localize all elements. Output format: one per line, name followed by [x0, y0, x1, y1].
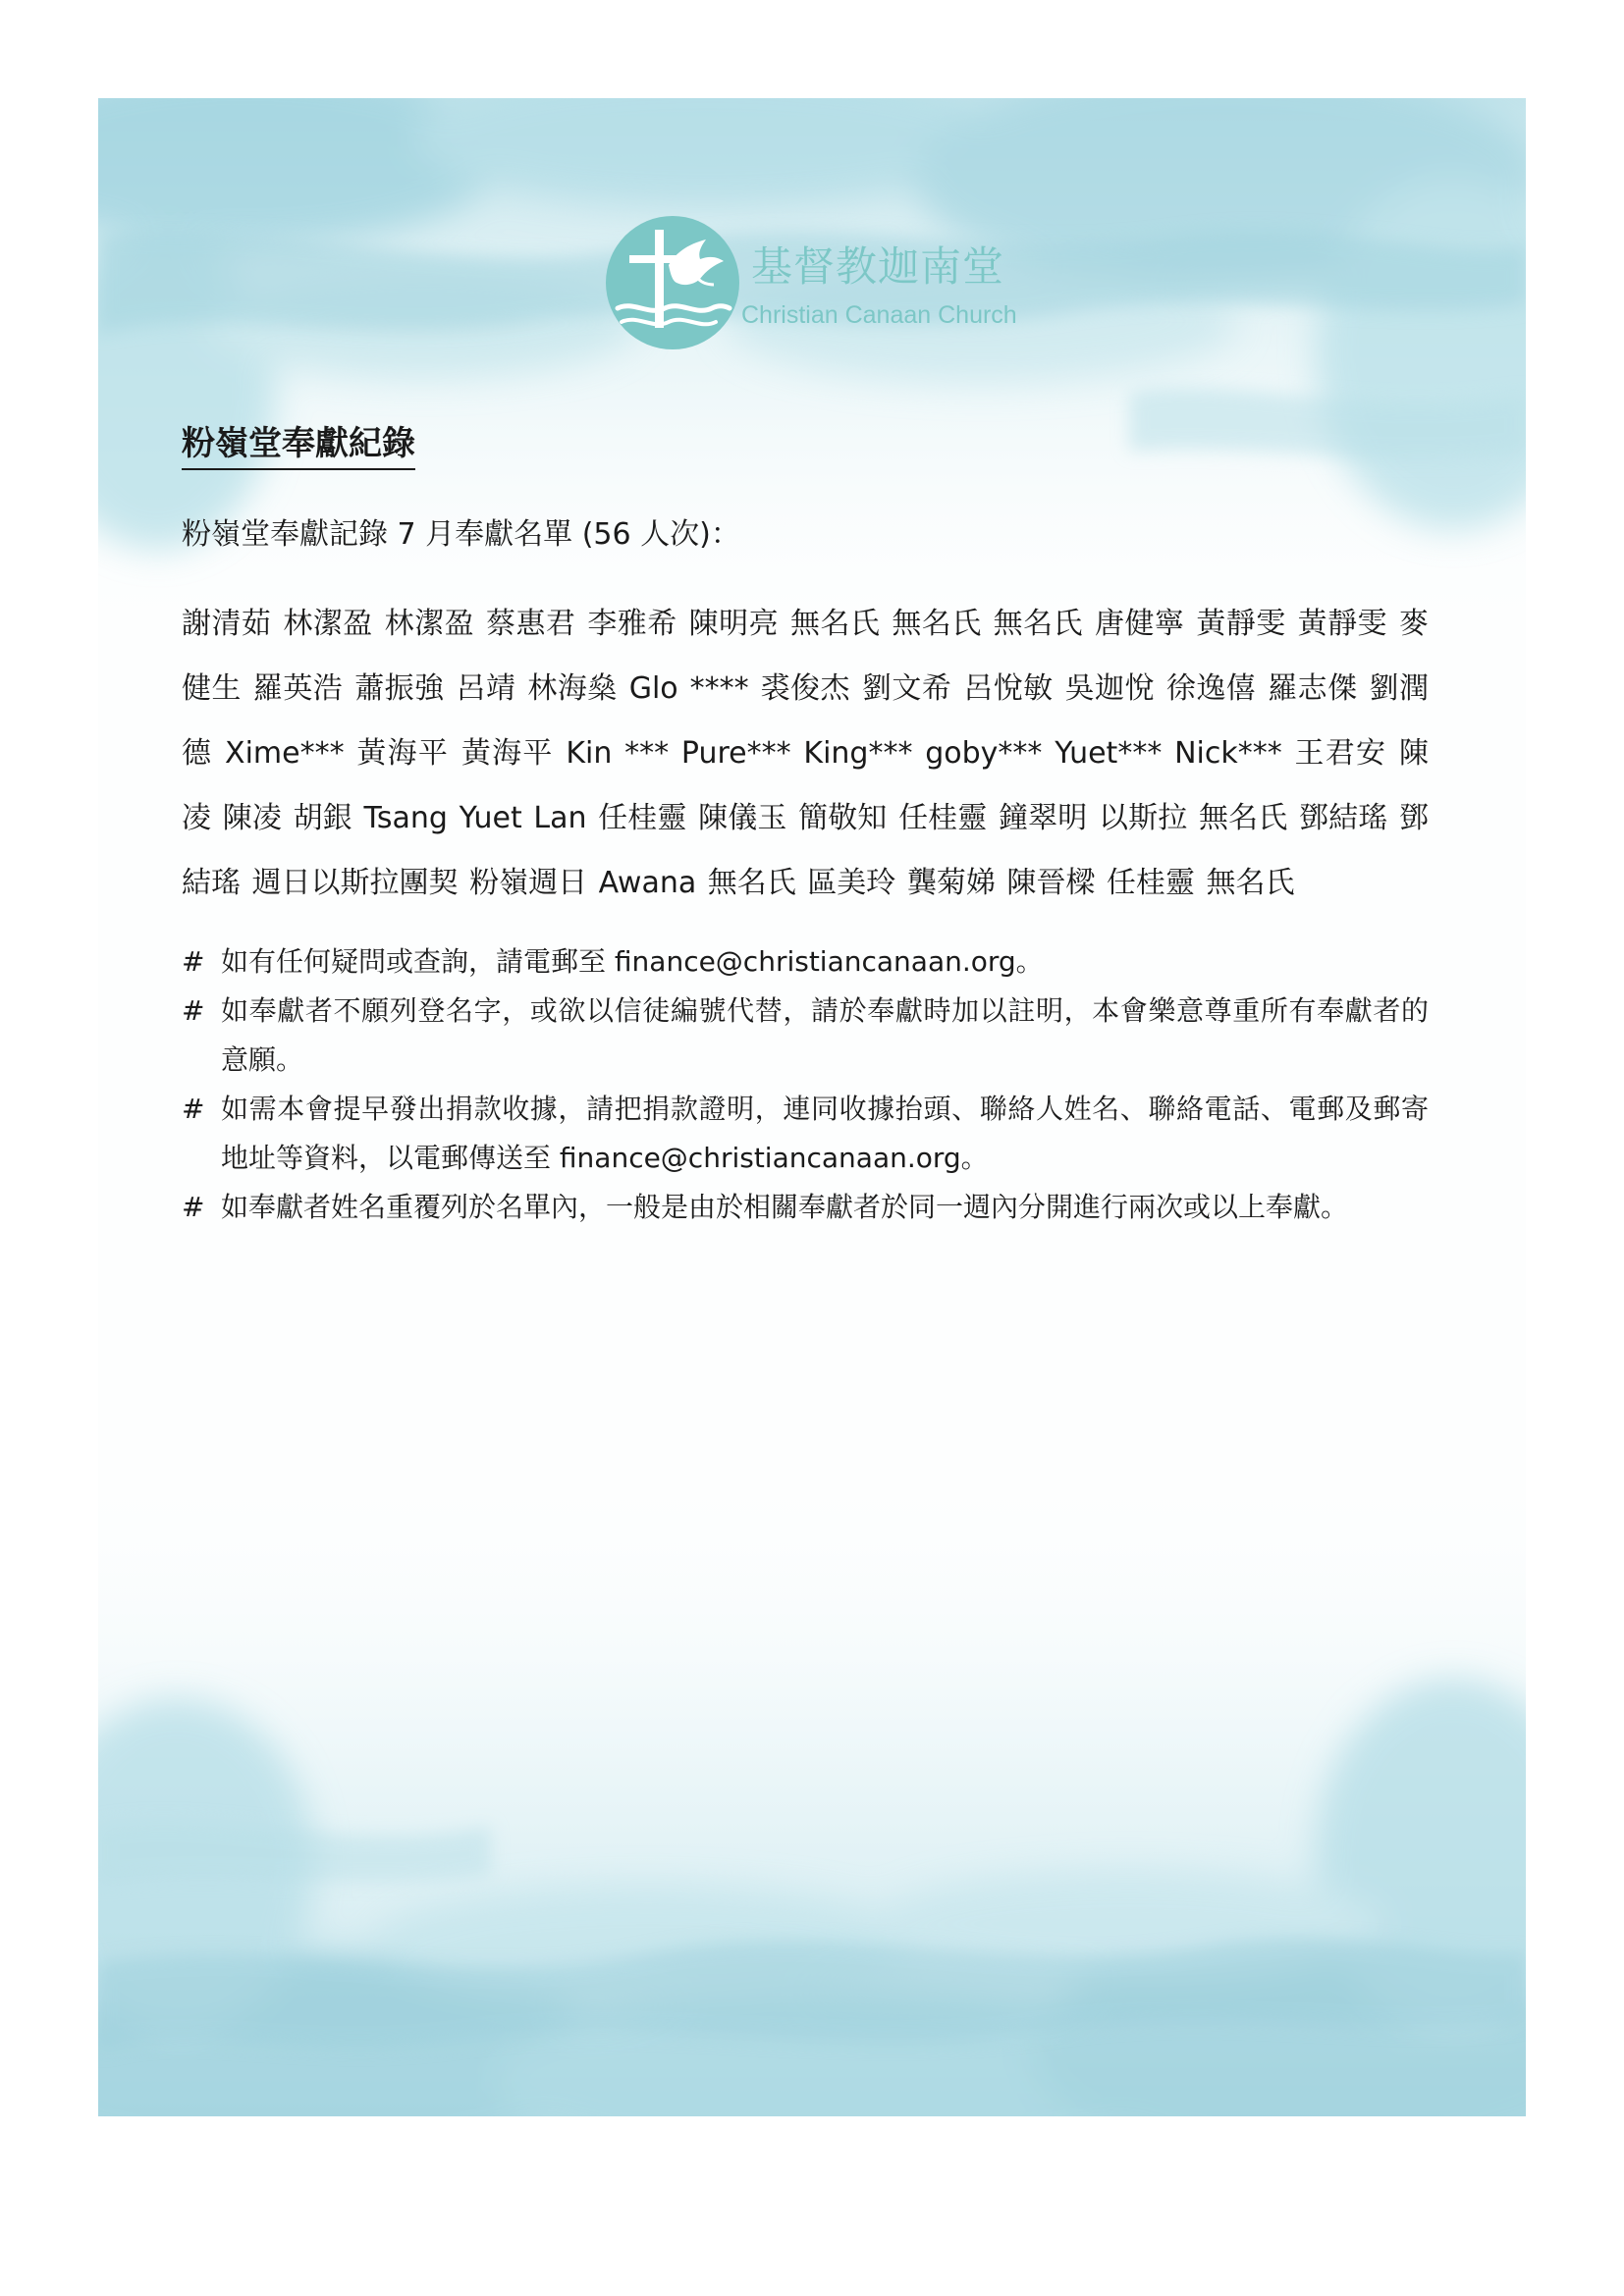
note-marker: # — [182, 945, 205, 978]
church-logo — [604, 214, 1026, 351]
note-marker: # — [182, 994, 205, 1027]
page-title: 粉嶺堂奉獻紀錄 — [182, 422, 415, 470]
notes-list — [182, 937, 1429, 1232]
note-text: 如奉獻者不願列登名字，或欲以信徒編號代替，請於奉獻時加以註明，本會樂意尊重所有奉獻者的意願。 — [221, 994, 1429, 1076]
letterhead-page — [98, 98, 1526, 2116]
note-item — [182, 987, 1429, 1085]
document-body — [182, 422, 1429, 1248]
note-item — [182, 1085, 1429, 1183]
note-marker: # — [182, 1191, 205, 1223]
donor-name-list: 謝清茹 林潔盈 林潔盈 蔡惠君 李雅希 陳明亮 無名氏 無名氏 無名氏 唐健寧 黃靜雯 黃靜雯 麥健生 羅英浩 蕭振強 呂靖 林海燊 Glo **** 裘俊杰 劉文希 呂悅敏 吳迦悅 徐逸僖 羅志傑 劉潤德 Xime*** 黃海平 黃海平 Kin *** Pure*** King*** goby*** Yuet*** Nick*** 王君安 陳凌 陳凌 胡銀 Tsang Yuet Lan 任桂靈 陳儀玉 簡敬知 任桂靈 鐘翠明 以斯拉 無名氏 鄧結瑤 鄧結瑤 週日以斯拉團契 粉嶺週日 Awana 無名氏 區美玲 龔菊娣 陳晉樑 任桂靈 無名氏 — [182, 607, 1429, 900]
church-name-english: Christian Canaan Church — [741, 301, 1017, 329]
note-item — [182, 937, 1429, 987]
note-marker: # — [182, 1093, 205, 1125]
note-text: 如需本會提早發出捐款收據，請把捐款證明，連同收據抬頭、聯絡人姓名、聯絡電話、電郵及郵寄地址等資料，以電郵傳送至 finance@christiancanaan.org。 — [221, 1093, 1429, 1174]
offering-summary: 粉嶺堂奉獻記錄 7 月奉獻名單 (56 人次)： — [182, 517, 740, 552]
note-item — [182, 1183, 1429, 1232]
note-text: 如奉獻者姓名重覆列於名單內，一般是由於相關奉獻者於同一週內分開進行兩次或以上奉獻。 — [221, 1191, 1349, 1223]
church-name-chinese: 基督教迦南堂 — [751, 242, 1005, 291]
cross-dove-emblem-icon — [604, 214, 741, 351]
note-text: 如有任何疑問或查詢，請電郵至 finance@christiancanaan.org。 — [221, 945, 1044, 978]
